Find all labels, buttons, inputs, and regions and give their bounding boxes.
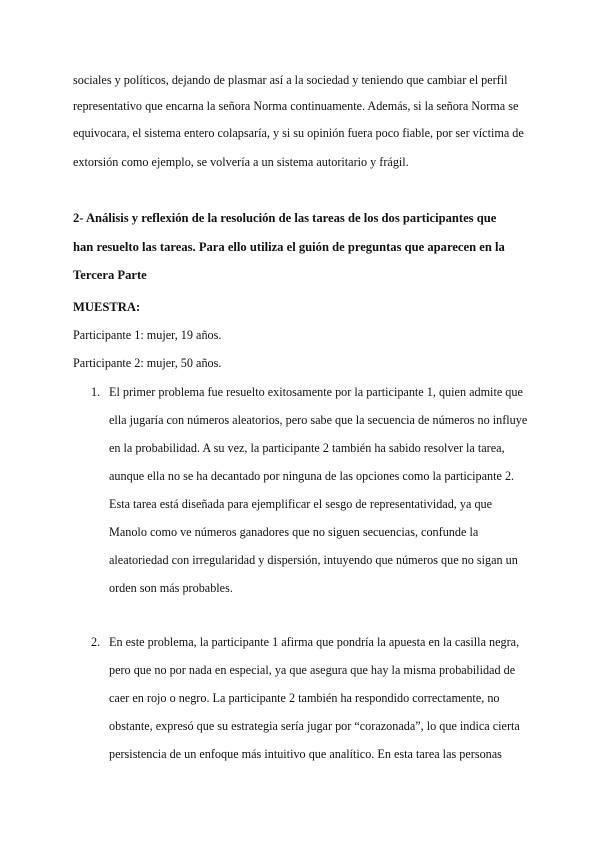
list-number: 2. [91, 635, 101, 649]
list-item-line: obstante, expresó que su estrategia sería jugar por “corazonada”, lo que indica cierta [109, 719, 520, 733]
intro-line: equivocara, el sistema entero colapsaría, y si su opinión fuera poco fiable, por ser víctima de [73, 126, 524, 140]
sample-label: MUESTRA: [73, 300, 141, 314]
section-heading-line: Tercera Parte [73, 268, 147, 282]
list-item-line: persistencia de un enfoque más intuitivo que analítico. En esta tarea las personas [109, 747, 502, 761]
intro-line: sociales y políticos, dejando de plasmar así a la sociedad y teniendo que cambiar el perfil [73, 73, 508, 87]
list-item-line: orden son más probables. [109, 581, 233, 595]
list-item-line: Esta tarea está diseñada para ejemplificar el sesgo de representatividad, ya que [109, 497, 493, 511]
list-item-line: El primer problema fue resuelto exitosamente por la participante 1, quien admite que [109, 385, 523, 399]
list-item-line: pero que no por nada en especial, ya que asegura que hay la misma probabilidad de [109, 663, 516, 677]
list-item-line: en la probabilidad. A su vez, la participante 2 también ha sabido resolver la tarea, [109, 441, 505, 455]
list-item-line: caer en rojo o negro. La participante 2 también ha respondido correctamente, no [109, 691, 500, 705]
section-heading-line: 2- Análisis y reflexión de la resolución de las tareas de los dos participantes que [73, 211, 497, 225]
intro-line: extorsión como ejemplo, se volvería a un sistema autoritario y frágil. [73, 155, 409, 169]
intro-line: representativo que encarna la señora Norma continuamente. Además, si la señora Norma se [73, 99, 519, 113]
participant-line: Participante 2: mujer, 50 años. [73, 356, 222, 370]
participant-line: Participante 1: mujer, 19 años. [73, 328, 222, 342]
list-item-line: aleatoriedad con irregularidad y dispersión, intuyendo que números que no sigan un [109, 553, 518, 567]
list-item-line: ella jugaría con números aleatorios, pero sabe que la secuencia de números no influye [109, 413, 528, 427]
list-item-line: Manolo como ve números ganadores que no siguen secuencias, confunde la [109, 525, 479, 539]
list-item-line: aunque ella no se ha decantado por ninguna de las opciones como la participante 2. [109, 469, 515, 483]
list-number: 1. [91, 385, 101, 399]
section-heading-line: han resuelto las tareas. Para ello utiliza el guión de preguntas que aparecen en la [73, 240, 505, 254]
list-item-line: En este problema, la participante 1 afirma que pondría la apuesta en la casilla negra, [109, 635, 520, 649]
